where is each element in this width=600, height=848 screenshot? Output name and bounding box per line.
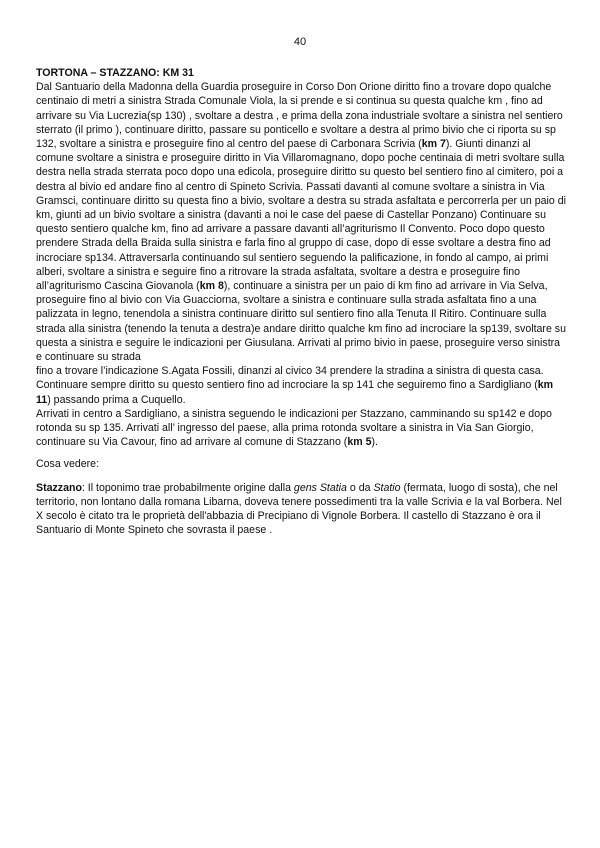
distance-km-7: km 7 xyxy=(421,138,446,151)
distance-km-5: km 5 xyxy=(347,436,372,449)
stazzano-paragraph xyxy=(36,481,568,538)
statio-term: Statio xyxy=(373,481,401,494)
page-number: 40 xyxy=(293,36,307,48)
route-paragraph-1 xyxy=(36,80,568,364)
see-heading: Cosa vedere: xyxy=(36,458,100,471)
route-text: Arrivati in centro a Sardigliano, a sinistra seguendo le indicazioni per Stazzano, camminando su sp142 e dopo rotonda su sp 135. Arrivati all’ ingresso del paese, alla prima rotonda svoltare a sinistra in Via San Giorgio, continuare su Via Cavour, fino ad arrivare al comune di Stazzano ( xyxy=(36,407,552,449)
distance-km-11: km 11 xyxy=(36,379,554,406)
route-text: ) passando prima a Cuquello. xyxy=(47,393,186,406)
route-paragraph-3 xyxy=(36,407,568,450)
gens-statia-term: gens Statia xyxy=(293,481,347,494)
route-text: ). Giunti dinanzi al comune svoltare a sinistra e proseguire diritto in Via Villaromagnano, dopo poche centinaia di metri svoltare sulla destra nella strada sterrata poco dopo una edicola, proseguire diritto su questo bel sentiero fino al cimitero, poi a destra al bivio ed andare fino al centro di Spineto Scrivia. Passati davanti al comune svoltare a sinistra in Via Gramsci, continuare diritto su questa fino a bivio, svoltare a destra su strada asfaltata e percorrerla per un paio di km, giunti ad un bivio svoltare a sinistra (davanti a noi le case del paese di Castellar Ponzano) Continuare su questo sentiero qualche km, fino ad arrivare a passare davanti all’agriturismo Il Convento. Poco dopo questo prendere Strada della Braida sulla sinistra e farla fino al gruppo di case, dopo di esse svoltare a destra fino ad incrociare sp134. Attraversarla continuando sul sentiero seguendo la palificazione, in fondo al campo, ai primi alberi, svoltare a sinistra e seguire fino a ritrovare la strada asfaltata, svoltare a destra e proseguire fino all’agriturismo Cascina Giovanola ( xyxy=(36,138,566,293)
distance-km-8: km 8 xyxy=(199,280,224,293)
stazzano-text: : Il toponimo trae probabilmente origine dalla xyxy=(81,481,294,494)
route-text: fino a trovare l’indicazione S.Agata Fossili, dinanzi al civico 34 prendere la stradina a sinistra di questa casa. Continuare sempre diritto su questo sentiero fino ad incrociare la sp 141 che seguiremo fino a Sardigliano ( xyxy=(36,365,544,392)
section-title: TORTONA – STAZZANO: KM 31 xyxy=(36,67,194,79)
route-paragraph-2 xyxy=(36,364,568,407)
stazzano-label: Stazzano xyxy=(36,481,82,494)
document-body xyxy=(36,66,568,538)
route-text: Dal Santuario della Madonna della Guardia proseguire in Corso Don Orione diritto fino a trovare dopo qualche centinaio di metri a sinistra Strada Comunale Viola, la si prende e si continua su questa qualche km , fino ad arrivare su Via Lucrezia(sp 130) , svoltare a destra , e prima della zona industriale svoltare a sinistra nel sentiero sterrato (il primo ), continuare diritto, passare su ponticello e svoltare a destra al primo bivio che ci riporta su sp 132, svoltare a sinistra e proseguire fino al centro del paese di Carbonara Scrivia ( xyxy=(36,81,563,151)
route-text: ). xyxy=(371,436,378,449)
stazzano-text: o da xyxy=(346,481,374,494)
route-text: ), continuare a sinistra per un paio di km fino ad arrivare in Via Selva, proseguire fino al bivio con Via Guacciorna, svoltare a sinistra e continuare sulla strada asfaltata fino a una palizzata in legno, tenendola a sinistra continuare diritto sul sentiero fino alla Tenuta Il Ritiro. Continuare sulla strada alla sinistra (tenendo la tenuta a destra)e andare diritto qualche km fino ad incrociare la sp139, svoltare su questa a sinistra e seguire le indicazioni per Giusulana. Arrivati al primo bivio in paese, proseguire verso sinistra e continuare su strada xyxy=(36,280,566,364)
stazzano-text: (fermata, luogo di sosta), che nel territorio, non lontano dalla romana Libarna, doveva tenere possedimenti tra la valle Scrivia e la val Borbera. Nel X secolo è citato tra le proprietà dell'abbazia di Precipiano di Vignole Borbera. Il castello di Stazzano è ora il Santuario di Monte Spineto che sovrasta il paese . xyxy=(36,481,562,537)
